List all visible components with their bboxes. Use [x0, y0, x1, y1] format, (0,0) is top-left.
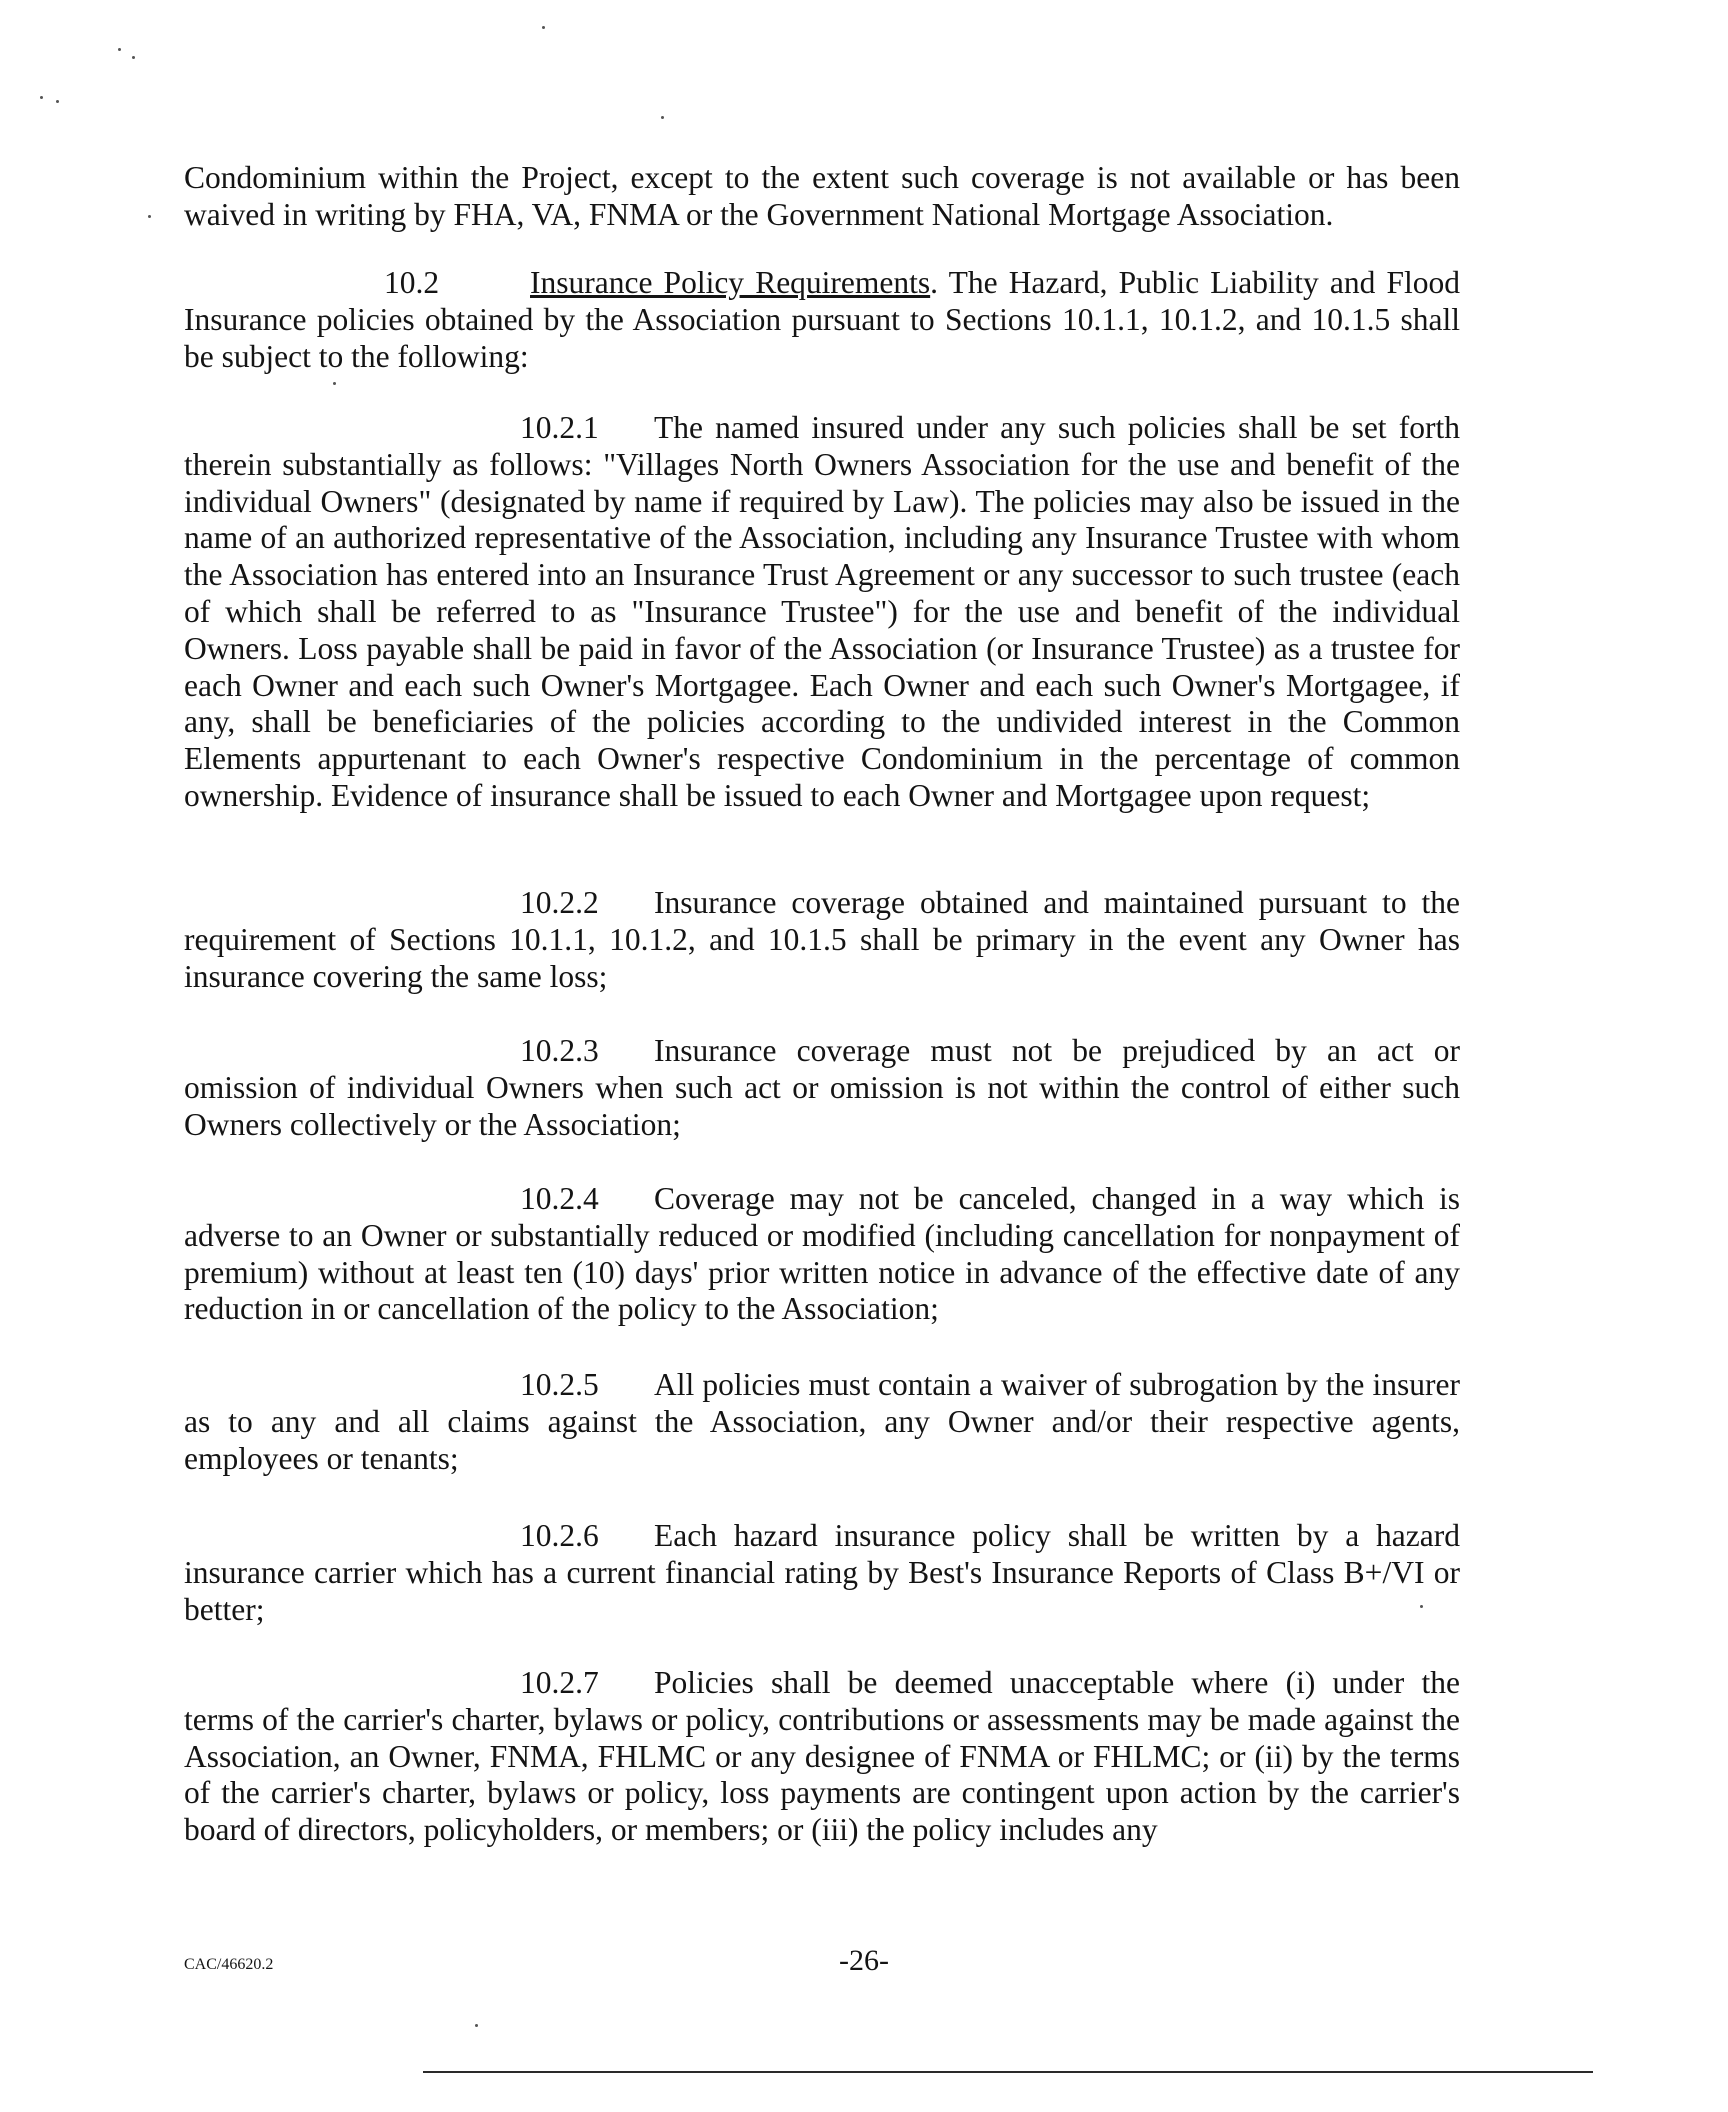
- scan-speck: [148, 215, 151, 218]
- footer-rule: [423, 2071, 1593, 2073]
- subsection-number: 10.2.2: [520, 885, 599, 920]
- section-body: . The Hazard, Public Liability and Flood Insurance policies obtained by the Association pursuant to Sections 10.1.1, 10.1.2, and 10.1.5 shall be subject to the following:: [184, 265, 1460, 374]
- intro-paragraph: Condominium within the Project, except to the extent such coverage is not available or has been waived in writing by FHA, VA, FNMA or the Government National Mortgage Association.: [184, 160, 1460, 232]
- scan-speck: [132, 56, 135, 59]
- subsection-text: Coverage may not be canceled, changed in a way which is adverse to an Owner or substantially reduced or modified (including cancellation for nonpayment of premium) without at least ten (10) days' prior written notice in advance of the effective date of any reduction in or cancellation of the policy to the Association;: [184, 1181, 1460, 1327]
- subsection-10-2-7: [184, 1665, 1460, 1849]
- section-heading: Insurance Policy Requirements: [530, 265, 931, 300]
- subsection-text: Each hazard insurance policy shall be written by a hazard insurance carrier which has a current financial rating by Best's Insurance Reports of Class B+/VI or better;: [184, 1518, 1460, 1627]
- subsection-10-2-1: [184, 410, 1460, 815]
- subsection-10-2-4: [184, 1181, 1460, 1328]
- scan-speck: [542, 26, 545, 29]
- subsection-number: 10.2.3: [520, 1033, 599, 1068]
- scan-speck: [56, 100, 59, 103]
- subsection-10-2-6: [184, 1518, 1460, 1628]
- subsection-text: All policies must contain a waiver of subrogation by the insurer as to any and all claims against the Association, any Owner and/or their respective agents, employees or tenants;: [184, 1367, 1460, 1476]
- subsection-text: Insurance coverage obtained and maintained pursuant to the requirement of Sections 10.1.1, 10.1.2, and 10.1.5 shall be primary in the event any Owner has insurance covering the same loss;: [184, 885, 1460, 994]
- subsection-number: 10.2.5: [520, 1367, 599, 1402]
- subsection-text: Policies shall be deemed unacceptable where (i) under the terms of the carrier's charter, bylaws or policy, contributions or assessments may be made against the Association, an Owner, FNMA, FHLMC or any designee of FNMA or FHLMC; or (ii) by the terms of the carrier's charter, bylaws or policy, loss payments are contingent upon action by the carrier's board of directors, policyholders, or members; or (iii) the policy includes any: [184, 1665, 1460, 1848]
- scan-speck: [118, 48, 121, 51]
- subsection-10-2-2: [184, 885, 1460, 995]
- scan-speck: [661, 116, 664, 119]
- subsection-number: 10.2.4: [520, 1181, 599, 1216]
- subsection-text: The named insured under any such policies shall be set forth therein substantially as follows: "Villages North Owners Association for the use and benefit of the individual Owners" (designated by name if required by Law). The policies may also be issued in the name of an authorized representative of the Association, including any Insurance Trustee with whom the Association has entered into an Insurance Trust Agreement or any successor to such trustee (each of which shall be referred to as "Insurance Trustee") for the use and benefit of the individual Owners. Loss payable shall be paid in favor of the Association (or Insurance Trustee) as a trustee for each Owner and each such Owner's Mortgagee. Each Owner and each such Owner's Mortgagee, if any, shall be beneficiaries of the policies according to the undivided interest in the Common Elements appurtenant to each Owner's respective Condominium in the percentage of common ownership. Evidence of insurance shall be issued to each Owner and Mortgagee upon request;: [184, 410, 1460, 813]
- section-number: 10.2: [384, 265, 440, 300]
- subsection-number: 10.2.1: [520, 410, 599, 445]
- subsection-10-2-3: [184, 1033, 1460, 1143]
- subsection-number: 10.2.7: [520, 1665, 599, 1700]
- subsection-number: 10.2.6: [520, 1518, 599, 1553]
- section-10-2-paragraph: [184, 265, 1460, 375]
- page-number: -26-: [839, 1944, 889, 1977]
- scan-speck: [333, 382, 336, 385]
- subsection-10-2-5: [184, 1367, 1460, 1477]
- scan-speck: [475, 2024, 478, 2027]
- subsection-text: Insurance coverage must not be prejudiced by an act or omission of individual Owners when such act or omission is not within the control of either such Owners collectively or the Association;: [184, 1033, 1460, 1142]
- scan-speck: [40, 96, 43, 99]
- document-code: CAC/46620.2: [184, 1956, 274, 1973]
